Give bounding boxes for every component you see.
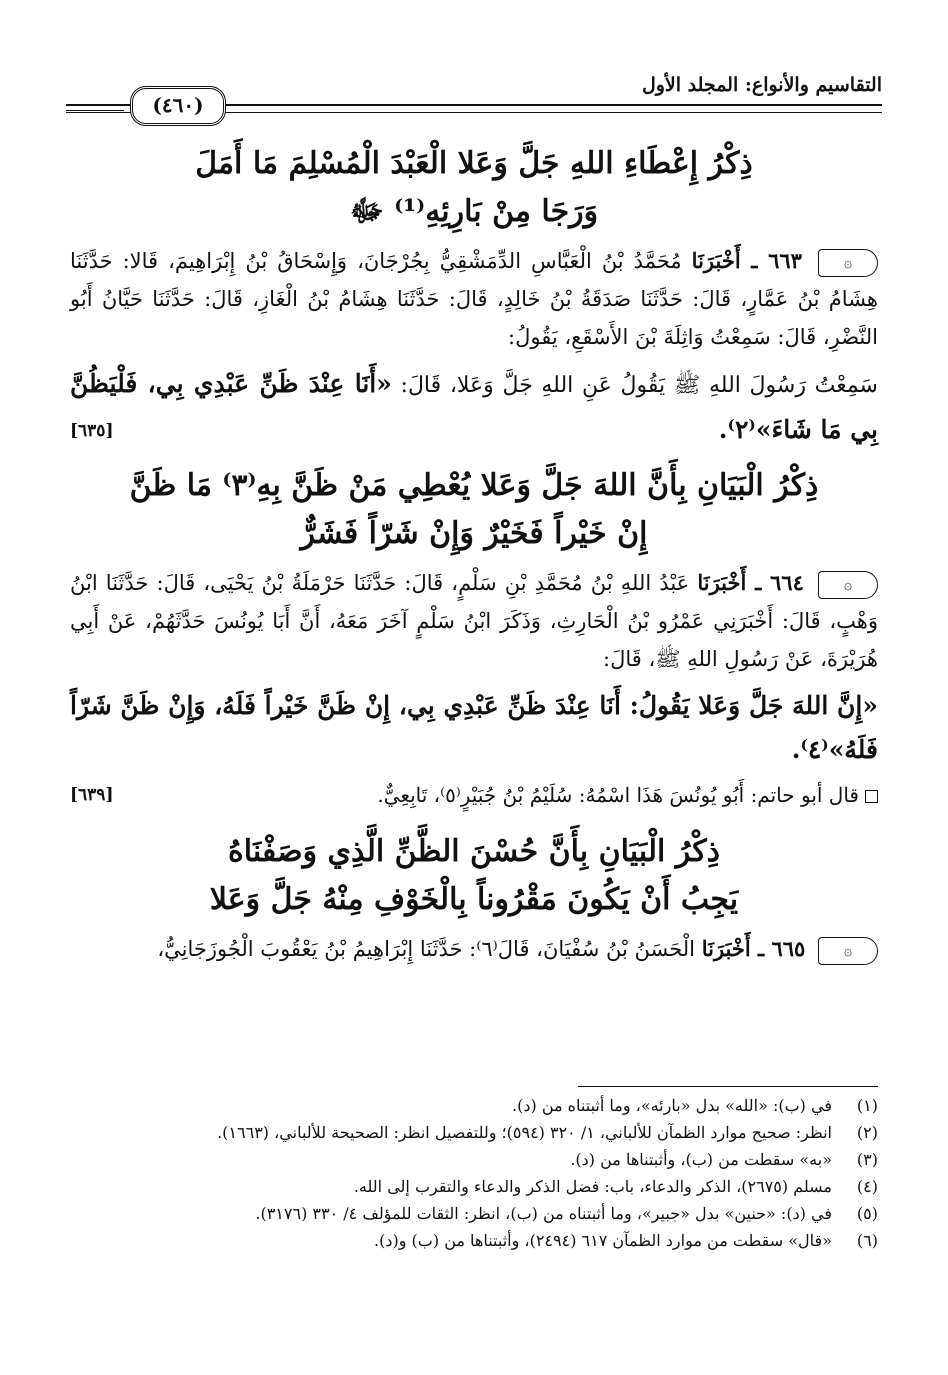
isnad-text: عَبْدُ اللهِ بْنُ مُحَمَّدِ بْنِ سَلْمٍ، قَالَ: حَدَّثَنَا حَرْمَلَةُ بْنُ يَحْيَى، قَالَ: حَدَّثَنَا ابْنُ وَهْبٍ، قَالَ: أَخْبَرَنِي عَمْرُو بْنُ الْحَارِثِ، وَذَكَرَ ابْنُ سَلْمٍ آخَرَ مَعَهُ، أَنَّ أَبَا يُونُسَ حَدَّثَهُمْ، عَنْ أَبِي هُرَيْرَةَ، عَنْ رَسُولِ اللهِ ﷺ، قَالَ: bbox=[70, 571, 878, 671]
footnote bbox=[70, 1119, 878, 1146]
footnote-number: (٣) bbox=[856, 1150, 878, 1169]
section-heading bbox=[70, 140, 878, 236]
heading-line: ذِكْرُ إِعْطَاءِ اللهِ جَلَّ وَعَلا الْعَبْدَ الْمُسْلِمَ مَا أَمَلَ bbox=[195, 146, 753, 181]
matn-text: «أَنَا عِنْدَ ظَنِّ عَبْدِي بِي، فَلْيَظُنَّ بِي مَا شَاءَ»⁽٢⁾. bbox=[70, 369, 878, 444]
footnote bbox=[70, 1200, 878, 1227]
footnote-text: في (د): «حنين» بدل «جبير»، وما أثبتناه من (ب)، انظر: الثقات للمؤلف ٤/ ٣٣٠ (٣١٧٦). bbox=[255, 1204, 832, 1223]
footnote bbox=[70, 1146, 878, 1173]
heading-line: ذِكْرُ الْبَيَانِ بِأَنَّ حُسْنَ الظَّنِّ الَّذِي وَصَفْنَاهُ bbox=[228, 834, 720, 869]
footnote-text: «قال» سقطت من موارد الظمآن ٦١٧ (٢٤٩٤)، وأثبتناها من (ب) و(د). bbox=[374, 1231, 832, 1250]
footnote-number: (٦) bbox=[856, 1231, 878, 1250]
hadith-number: ٦٦٣ ـ أَخْبَرَنَا bbox=[691, 248, 802, 273]
section-663 bbox=[70, 140, 878, 448]
note-line bbox=[70, 778, 878, 812]
page-header bbox=[66, 66, 882, 126]
isnad-paragraph bbox=[70, 564, 878, 678]
hadith-number: ٦٦٥ ـ أَخْبَرَنَا bbox=[701, 936, 806, 961]
note bbox=[377, 778, 878, 812]
heading-line: وَرَجَا مِنْ بَارِئِهِ⁽¹⁾ ﷻ bbox=[349, 194, 599, 229]
footnote-number: (٥) bbox=[856, 1204, 878, 1223]
footnote-text: «به» سقطت من (ب)، وأثبتناها من (د). bbox=[570, 1150, 832, 1169]
footnote-number: (٤) bbox=[856, 1177, 878, 1196]
isnad-paragraph bbox=[70, 930, 878, 968]
heading-line: إِنْ خَيْراً فَخَيْرٌ وَإِنْ شَرّاً فَشَرٌّ bbox=[300, 516, 648, 551]
cross-reference: [٦٣٩] bbox=[70, 785, 114, 805]
footnote bbox=[70, 1173, 878, 1200]
running-title: التقاسيم والأنواع: المجلد الأول bbox=[641, 74, 882, 96]
footnote bbox=[70, 1092, 878, 1119]
matn-text: «إِنَّ اللهَ جَلَّ وَعَلا يَقُولُ: أَنَا عِنْدَ ظَنِّ عَبْدِي بِي، إِنْ ظَنَّ خَيْراً فَلَهُ، وَإِنْ ظَنَّ شَرّاً فَلَهُ»⁽٤⁾. bbox=[70, 691, 878, 764]
isnad-text: مُحَمَّدُ بْنُ الْعَبَّاسِ الدِّمَشْقِيُّ بِجُرْجَانَ، وَإِسْحَاقُ بْنُ إِبْرَاهِيمَ، قَالا: حَدَّثَنَا هِشَامُ بْنُ عَمَّارٍ، قَالَ: حَدَّثَنَا صَدَقَةُ بْنُ خَالِدٍ، قَالَ: حَدَّثَنَا هِشَامُ بْنُ الْغَازِ، قَالَ: حَدَّثَنَا حَيَّانُ أَبُو النَّضْرِ، قَالَ: سَمِعْتُ وَاثِلَةَ بْنَ الأَسْقَعِ، يَقُولُ: bbox=[70, 249, 878, 349]
footnotes bbox=[70, 1092, 878, 1254]
matn-paragraph bbox=[70, 684, 878, 772]
page-number: (٤٦٠) bbox=[130, 86, 226, 126]
isnad-paragraph bbox=[70, 242, 878, 356]
footnote-text: مسلم (٢٦٧٥)، الذكر والدعاء، باب: فضل الذكر والدعاء والتقرب إلى الله. bbox=[353, 1177, 832, 1196]
cross-reference: [٦٣٥] bbox=[70, 421, 114, 441]
footnote-number: (١) bbox=[856, 1096, 878, 1115]
heading-line: ذِكْرُ الْبَيَانِ بِأَنَّ اللهَ جَلَّ وَعَلا يُعْطِي مَنْ ظَنَّ بِهِ⁽٣⁾ مَا ظَنَّ bbox=[129, 468, 819, 503]
footnote-text: في (ب): «الله» بدل «بارئه»، وما أثبتناه من (د). bbox=[512, 1096, 832, 1115]
section-665 bbox=[70, 828, 878, 968]
isnad-text: الْحَسَنُ بْنُ سُفْيَانَ، قَالَ⁽٦⁾: حَدَّثَنَا إِبْرَاهِيمُ بْنُ يَعْقُوبَ الْجُوزَجَانِيُّ، bbox=[157, 937, 696, 961]
footnote bbox=[70, 1227, 878, 1254]
note-text: قال أبو حاتم: أَبُو يُونُسَ هَذَا اسْمُهُ: سُلَيْمُ بْنُ جُبَيْرٍ⁽٥⁾، تَابِعِيٌّ. bbox=[377, 783, 859, 807]
footnote-number: (٢) bbox=[856, 1123, 878, 1142]
header-rule-short bbox=[66, 110, 124, 116]
section-heading bbox=[70, 462, 878, 558]
ornament-icon: ۞ bbox=[818, 937, 878, 965]
ornament-icon: ۞ bbox=[818, 571, 878, 599]
ornament-icon: ۞ bbox=[818, 249, 878, 277]
section-664 bbox=[70, 462, 878, 812]
matn-intro: سَمِعْتُ رَسُولَ اللهِ ﷺ يَقُولُ عَنِ اللهِ جَلَّ وَعَلا، قَالَ: bbox=[391, 373, 878, 398]
hadith-number: ٦٦٤ ـ أَخْبَرَنَا bbox=[697, 570, 804, 595]
page-body bbox=[70, 140, 878, 968]
square-icon bbox=[865, 790, 878, 803]
footnote-rule bbox=[578, 1086, 878, 1087]
heading-line: يَجِبُ أَنْ يَكُونَ مَقْرُوناً بِالْخَوْفِ مِنْهُ جَلَّ وَعَلا bbox=[209, 882, 739, 917]
footnote-text: انظر: صحيح موارد الظمآن للألباني، ١/ ٣٢٠ (٥٩٤)؛ وللتفصيل انظر: الصحيحة للألباني، (١٦٦٣). bbox=[217, 1123, 832, 1142]
section-heading bbox=[70, 828, 878, 924]
